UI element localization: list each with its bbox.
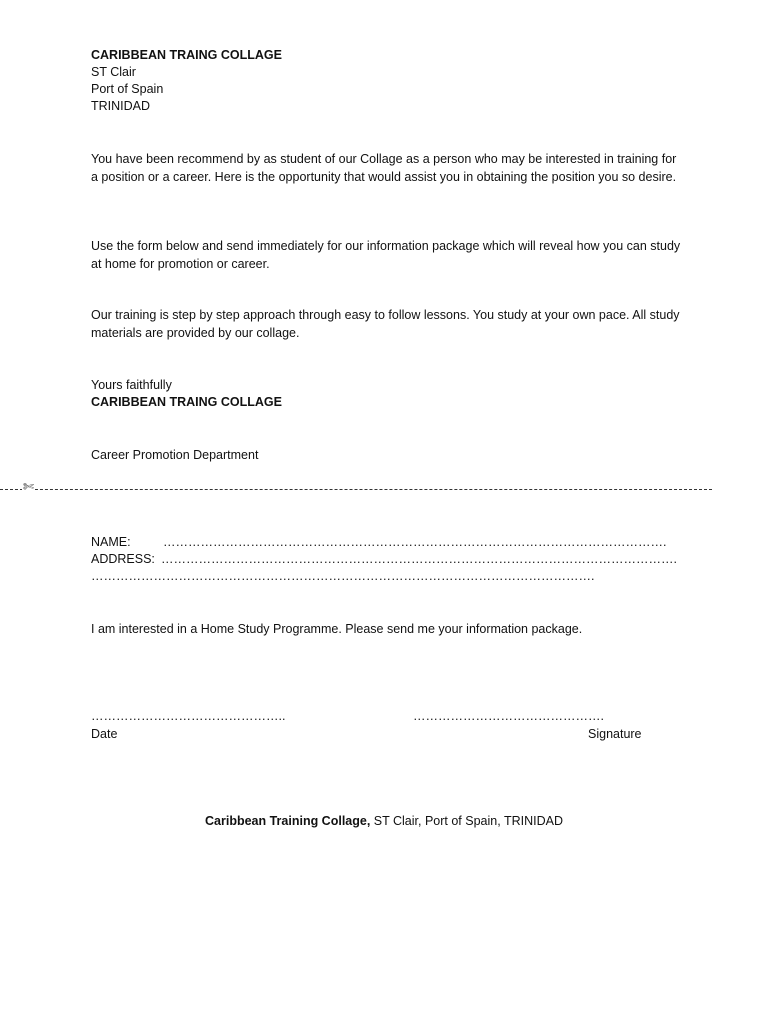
signature-field[interactable]: ………………………………………. — [413, 709, 604, 723]
address-field[interactable]: ……………………………………………………………………………………………………………. — [161, 552, 677, 566]
address-line-2: Port of Spain — [91, 82, 164, 96]
body-paragraph-3: Our training is step by step approach through easy to follow lessons. You study at your own pace. All study materials are provided by our collage. — [91, 308, 680, 340]
address-line-3: TRINIDAD — [91, 99, 151, 113]
interest-statement: I am interested in a Home Study Programme. Please send me your information package. — [91, 622, 583, 636]
name-label: NAME: — [91, 535, 131, 549]
footer-address: ST Clair, Port of Spain, TRINIDAD — [370, 814, 563, 828]
date-label: Date — [91, 727, 118, 741]
address-field-line-2[interactable]: …………………………………………………………………………………………………………. — [91, 569, 595, 583]
closing-organization: CARIBBEAN TRAING COLLAGE — [91, 395, 282, 409]
footer-organization: Caribbean Training Collage, — [205, 814, 371, 828]
footer — [0, 813, 768, 831]
cut-line — [0, 489, 712, 490]
address-line-1: ST Clair — [91, 65, 136, 79]
address-label: ADDRESS: — [91, 552, 155, 566]
department-name: Career Promotion Department — [91, 448, 259, 462]
sender-organization: CARIBBEAN TRAING COLLAGE — [91, 48, 282, 62]
scissors-icon: ✄ — [23, 480, 34, 495]
name-field[interactable]: …………………………………………………………………………………………………………. — [163, 535, 667, 549]
closing-salutation: Yours faithfully — [91, 378, 172, 392]
body-paragraph-1: You have been recommend by as student of our Collage as a person who may be interested in training for a position or a career. Here is the opportunity that would assist you in obtaining the position you so desire. — [91, 152, 677, 184]
signature-label: Signature — [588, 727, 642, 741]
body-paragraph-2: Use the form below and send immediately for our information package which will reveal how you can study at home for promotion or career. — [91, 239, 681, 271]
date-field[interactable]: ……………………………………….. — [91, 709, 286, 723]
